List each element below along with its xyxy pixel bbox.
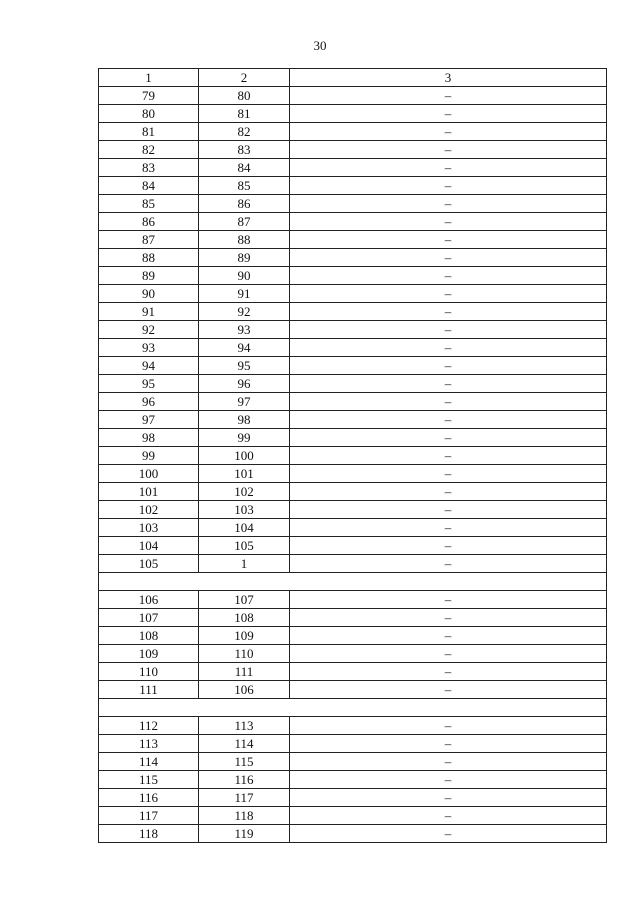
- group-separator-cell: [99, 699, 607, 717]
- table-cell-col-2: 117: [199, 789, 290, 807]
- table-cell-col-1: 105: [99, 555, 199, 573]
- table-cell-col-1: 101: [99, 483, 199, 501]
- table-row: [99, 735, 607, 753]
- table-cell-col-3: –: [290, 465, 607, 483]
- table-cell-col-1: 113: [99, 735, 199, 753]
- table-cell-col-2: 109: [199, 627, 290, 645]
- table-cell-col-1: 99: [99, 447, 199, 465]
- table-cell-col-1: 112: [99, 717, 199, 735]
- table-row: [99, 375, 607, 393]
- table-cell-col-1: 80: [99, 105, 199, 123]
- table-cell-col-2: 100: [199, 447, 290, 465]
- table-cell-col-2: 114: [199, 735, 290, 753]
- table-header-row: [99, 69, 607, 87]
- table-cell-col-3: –: [290, 645, 607, 663]
- table-cell-col-1: 100: [99, 465, 199, 483]
- table-row: [99, 501, 607, 519]
- table-row: [99, 411, 607, 429]
- table-row: [99, 555, 607, 573]
- table-row: [99, 465, 607, 483]
- table-cell-col-3: –: [290, 771, 607, 789]
- table-cell-col-3: –: [290, 249, 607, 267]
- table-row: [99, 789, 607, 807]
- table-cell-col-2: 91: [199, 285, 290, 303]
- table-cell-col-3: –: [290, 105, 607, 123]
- table-cell-col-2: 92: [199, 303, 290, 321]
- table-cell-col-3: –: [290, 663, 607, 681]
- table-cell-col-2: 81: [199, 105, 290, 123]
- table-cell-col-1: 92: [99, 321, 199, 339]
- table-row: [99, 339, 607, 357]
- table-cell-col-2: 87: [199, 213, 290, 231]
- table-cell-col-3: –: [290, 447, 607, 465]
- table-cell-col-3: –: [290, 141, 607, 159]
- table-cell-col-3: –: [290, 321, 607, 339]
- table-row: [99, 87, 607, 105]
- table-cell-col-2: 103: [199, 501, 290, 519]
- table-cell-col-2: 107: [199, 591, 290, 609]
- table-cell-col-2: 80: [199, 87, 290, 105]
- table-cell-col-1: 83: [99, 159, 199, 177]
- table-cell-col-1: 96: [99, 393, 199, 411]
- table-row: [99, 591, 607, 609]
- table-cell-col-1: 98: [99, 429, 199, 447]
- table-row: [99, 771, 607, 789]
- table-cell-col-1: 108: [99, 627, 199, 645]
- table-cell-col-2: 89: [199, 249, 290, 267]
- table-row: [99, 303, 607, 321]
- table-cell-col-2: 115: [199, 753, 290, 771]
- table-cell-col-2: 1: [199, 555, 290, 573]
- table-row: [99, 159, 607, 177]
- table-cell-col-2: 95: [199, 357, 290, 375]
- table-cell-col-3: –: [290, 213, 607, 231]
- table-row: [99, 195, 607, 213]
- table-cell-col-2: 83: [199, 141, 290, 159]
- table-cell-col-1: 93: [99, 339, 199, 357]
- table-cell-col-2: 105: [199, 537, 290, 555]
- table-cell-col-3: –: [290, 303, 607, 321]
- table-cell-col-1: 97: [99, 411, 199, 429]
- table-cell-col-2: 104: [199, 519, 290, 537]
- table-cell-col-3: –: [290, 339, 607, 357]
- table-cell-col-2: 113: [199, 717, 290, 735]
- table-row: [99, 357, 607, 375]
- table-body: [99, 87, 607, 843]
- table-cell-col-3: –: [290, 411, 607, 429]
- table-cell-col-1: 114: [99, 753, 199, 771]
- table-cell-col-1: 95: [99, 375, 199, 393]
- table-row: [99, 609, 607, 627]
- table-row: [99, 753, 607, 771]
- table-row: [99, 141, 607, 159]
- table-cell-col-3: –: [290, 195, 607, 213]
- table-cell-col-3: –: [290, 537, 607, 555]
- table-row: [99, 249, 607, 267]
- table-cell-col-3: –: [290, 753, 607, 771]
- table-row: [99, 213, 607, 231]
- table-cell-col-3: –: [290, 735, 607, 753]
- table-row: [99, 717, 607, 735]
- table-row: [99, 429, 607, 447]
- table-row: [99, 231, 607, 249]
- table-cell-col-1: 117: [99, 807, 199, 825]
- table-cell-col-3: –: [290, 717, 607, 735]
- table-row: [99, 321, 607, 339]
- table-cell-col-1: 102: [99, 501, 199, 519]
- data-table: [98, 68, 607, 843]
- table-cell-col-2: 98: [199, 411, 290, 429]
- table-cell-col-1: 85: [99, 195, 199, 213]
- table-cell-col-1: 84: [99, 177, 199, 195]
- table-cell-col-3: –: [290, 825, 607, 843]
- table-cell-col-1: 106: [99, 591, 199, 609]
- table-cell-col-1: 86: [99, 213, 199, 231]
- table-cell-col-3: –: [290, 285, 607, 303]
- table-cell-col-1: 116: [99, 789, 199, 807]
- table-row: [99, 681, 607, 699]
- table-cell-col-2: 85: [199, 177, 290, 195]
- page-number: 30: [313, 38, 327, 53]
- table-cell-col-1: 118: [99, 825, 199, 843]
- table-cell-col-3: –: [290, 555, 607, 573]
- table-cell-col-1: 91: [99, 303, 199, 321]
- group-separator-row: [99, 699, 607, 717]
- table-row: [99, 177, 607, 195]
- table-cell-col-2: 118: [199, 807, 290, 825]
- table-row: [99, 807, 607, 825]
- table-cell-col-3: –: [290, 609, 607, 627]
- table-cell-col-1: 90: [99, 285, 199, 303]
- table-cell-col-1: 89: [99, 267, 199, 285]
- table-cell-col-1: 88: [99, 249, 199, 267]
- table-cell-col-2: 99: [199, 429, 290, 447]
- table-cell-col-3: –: [290, 483, 607, 501]
- table-cell-col-3: –: [290, 123, 607, 141]
- table-cell-col-2: 88: [199, 231, 290, 249]
- table-cell-col-2: 84: [199, 159, 290, 177]
- table-row: [99, 663, 607, 681]
- table-cell-col-3: –: [290, 159, 607, 177]
- table-row: [99, 519, 607, 537]
- table-cell-col-3: –: [290, 375, 607, 393]
- table-cell-col-2: 101: [199, 465, 290, 483]
- column-header-2: 2: [199, 69, 290, 87]
- table-row: [99, 627, 607, 645]
- table-cell-col-1: 107: [99, 609, 199, 627]
- table-row: [99, 393, 607, 411]
- table-cell-col-3: –: [290, 357, 607, 375]
- table-cell-col-2: 111: [199, 663, 290, 681]
- table-row: [99, 537, 607, 555]
- table-cell-col-2: 116: [199, 771, 290, 789]
- table-cell-col-3: –: [290, 681, 607, 699]
- table-cell-col-3: –: [290, 501, 607, 519]
- table-cell-col-2: 94: [199, 339, 290, 357]
- table-row: [99, 123, 607, 141]
- table-cell-col-1: 82: [99, 141, 199, 159]
- table-cell-col-2: 110: [199, 645, 290, 663]
- table-cell-col-2: 102: [199, 483, 290, 501]
- table-cell-col-3: –: [290, 177, 607, 195]
- table-row: [99, 267, 607, 285]
- table-row: [99, 105, 607, 123]
- table-cell-col-3: –: [290, 87, 607, 105]
- table-cell-col-2: 97: [199, 393, 290, 411]
- table-row: [99, 285, 607, 303]
- table-cell-col-1: 109: [99, 645, 199, 663]
- table-cell-col-3: –: [290, 393, 607, 411]
- group-separator-row: [99, 573, 607, 591]
- table-cell-col-1: 115: [99, 771, 199, 789]
- table-cell-col-3: –: [290, 429, 607, 447]
- column-header-1: 1: [99, 69, 199, 87]
- table-cell-col-3: –: [290, 627, 607, 645]
- column-header-3: 3: [290, 69, 607, 87]
- table-cell-col-2: 108: [199, 609, 290, 627]
- table-cell-col-2: 106: [199, 681, 290, 699]
- table-cell-col-3: –: [290, 267, 607, 285]
- table-cell-col-3: –: [290, 519, 607, 537]
- table-row: [99, 483, 607, 501]
- table-cell-col-2: 96: [199, 375, 290, 393]
- table-cell-col-2: 90: [199, 267, 290, 285]
- table-cell-col-2: 82: [199, 123, 290, 141]
- table-cell-col-1: 103: [99, 519, 199, 537]
- table-row: [99, 447, 607, 465]
- table-cell-col-1: 104: [99, 537, 199, 555]
- table-cell-col-1: 94: [99, 357, 199, 375]
- table-cell-col-1: 81: [99, 123, 199, 141]
- table-cell-col-3: –: [290, 231, 607, 249]
- group-separator-cell: [99, 573, 607, 591]
- table-cell-col-1: 111: [99, 681, 199, 699]
- table-cell-col-2: 86: [199, 195, 290, 213]
- table-cell-col-1: 87: [99, 231, 199, 249]
- table-cell-col-3: –: [290, 591, 607, 609]
- table-cell-col-1: 79: [99, 87, 199, 105]
- table-cell-col-2: 93: [199, 321, 290, 339]
- table-row: [99, 645, 607, 663]
- table-row: [99, 825, 607, 843]
- table-cell-col-2: 119: [199, 825, 290, 843]
- table-cell-col-1: 110: [99, 663, 199, 681]
- table-cell-col-3: –: [290, 789, 607, 807]
- table-cell-col-3: –: [290, 807, 607, 825]
